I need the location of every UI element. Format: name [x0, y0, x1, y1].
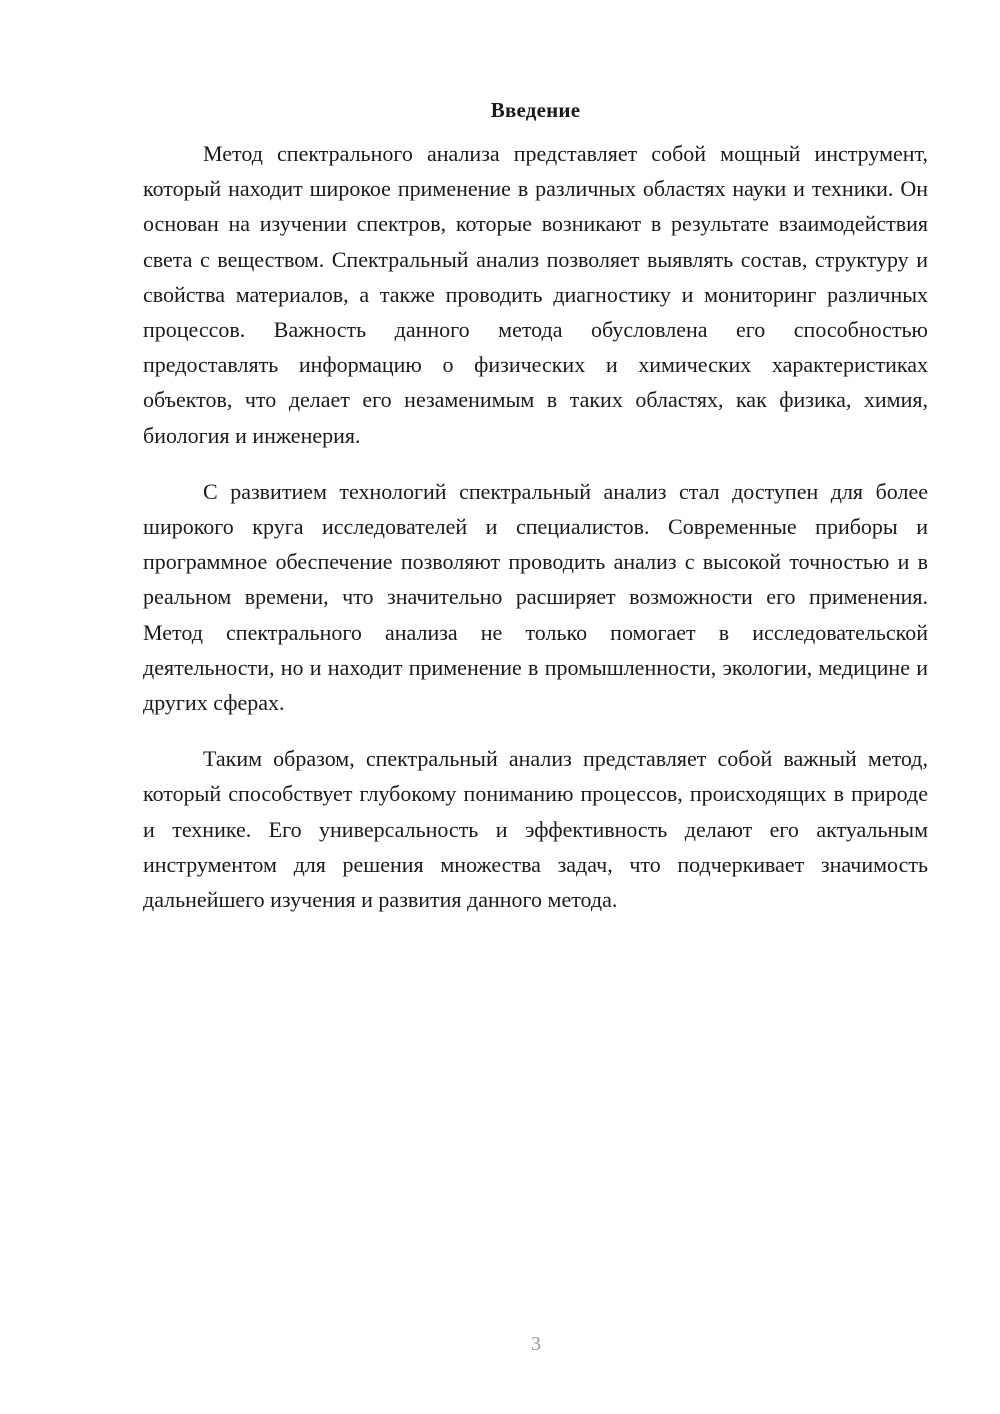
- section-title: Введение: [490, 98, 581, 122]
- page-number: 3: [531, 1333, 541, 1355]
- page-content: [143, 95, 928, 917]
- paragraph-2: С развитием технологий спектральный анализ стал доступен для более широкого круга исследователей и специалистов. Современные приборы и программное обеспечение позволяют проводить анализ с высокой точностью и в реальном времени, что значительно расширяет возможности его применения. Метод спектрального анализа не только помогает в исследовательской деятельности, но и находит применение в промышленности, экологии, медицине и других сферах.: [143, 478, 928, 716]
- paragraph-3: Таким образом, спектральный анализ представляет собой важный метод, который способствует глубокому пониманию процессов, происходящих в природе и технике. Его универсальность и эффективность делают его актуальным инструментом для решения множества задач, что подчеркивает значимость дальнейшего изучения и развития данного метода.: [143, 746, 928, 913]
- paragraph-1: Метод спектрального анализа представляет собой мощный инструмент, который находит широкое применение в различных областях науки и техники. Он основан на изучении спектров, которые возникают в результате взаимодействия света с веществом. Спектральный анализ позволяет выявлять состав, структуру и свойства материалов, а также проводить диагностику и мониторинг различных процессов. Важность данного метода обусловлена его способностью предоставлять информацию о физических и химических характеристиках объектов, что делает его незаменимым в таких областях, как физика, химия, биология и инженерия.: [143, 141, 928, 448]
